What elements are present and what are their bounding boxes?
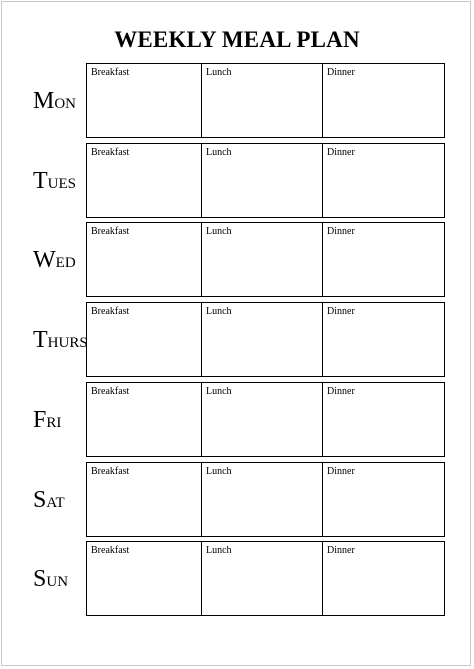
meal-label: Breakfast bbox=[91, 67, 130, 78]
meal-cell[interactable] bbox=[201, 144, 322, 217]
day-label-rest: ED bbox=[55, 255, 76, 272]
day-label-rest: RI bbox=[46, 414, 62, 431]
meal-label: Lunch bbox=[206, 465, 232, 477]
day-label-initial: T bbox=[33, 327, 48, 354]
page-title: WEEKLY MEAL PLAN bbox=[114, 27, 360, 52]
day-label-rest: HURS bbox=[47, 335, 88, 352]
day-label-initial: S bbox=[33, 486, 47, 513]
meal-label: Breakfast bbox=[91, 146, 130, 158]
day-label-rest: UN bbox=[46, 574, 69, 591]
meal-label: Lunch bbox=[206, 226, 232, 238]
meal-cell[interactable] bbox=[87, 144, 201, 217]
meal-cell[interactable] bbox=[322, 542, 444, 615]
meal-label: Breakfast bbox=[91, 465, 130, 477]
meal-box bbox=[86, 143, 445, 218]
day-row bbox=[0, 382, 474, 457]
meal-cell[interactable] bbox=[87, 383, 201, 456]
day-row bbox=[0, 143, 474, 218]
day-row bbox=[0, 63, 474, 138]
meal-label: Lunch bbox=[206, 385, 232, 397]
meal-box bbox=[86, 382, 445, 457]
day-label bbox=[33, 326, 88, 357]
meal-cell[interactable] bbox=[201, 542, 322, 615]
day-label-initial: T bbox=[33, 167, 48, 194]
meal-cell[interactable] bbox=[87, 542, 201, 615]
day-label-initial: F bbox=[33, 406, 47, 433]
meal-cell[interactable] bbox=[322, 463, 444, 536]
day-label bbox=[33, 87, 76, 118]
meal-box bbox=[86, 302, 445, 377]
meal-cell[interactable] bbox=[322, 144, 444, 217]
meal-cell[interactable] bbox=[322, 64, 444, 137]
meal-label: Lunch bbox=[206, 545, 232, 557]
meal-cell[interactable] bbox=[87, 303, 201, 376]
meal-label: Dinner bbox=[327, 306, 355, 318]
meal-cell[interactable] bbox=[201, 463, 322, 536]
day-row bbox=[0, 541, 474, 616]
meal-label: Dinner bbox=[327, 146, 355, 158]
day-label bbox=[33, 406, 61, 437]
day-row bbox=[0, 222, 474, 297]
meal-label: Dinner bbox=[327, 226, 355, 238]
day-label bbox=[33, 167, 76, 198]
day-row bbox=[0, 462, 474, 537]
meal-label: Dinner bbox=[327, 67, 355, 78]
meal-label: Lunch bbox=[206, 306, 232, 318]
day-label bbox=[33, 486, 65, 517]
meal-box bbox=[86, 462, 445, 537]
meal-box bbox=[86, 541, 445, 616]
day-label-rest: ON bbox=[54, 96, 77, 112]
meal-cell[interactable] bbox=[87, 463, 201, 536]
meal-cell[interactable] bbox=[201, 223, 322, 296]
meal-label: Breakfast bbox=[91, 226, 130, 238]
meal-cell[interactable] bbox=[322, 383, 444, 456]
meal-label: Lunch bbox=[206, 67, 232, 78]
meal-label: Dinner bbox=[327, 545, 355, 557]
meal-label: Dinner bbox=[327, 465, 355, 477]
meal-cell[interactable] bbox=[201, 303, 322, 376]
meal-cell[interactable] bbox=[322, 223, 444, 296]
meal-label: Lunch bbox=[206, 146, 232, 158]
meal-cell[interactable] bbox=[322, 303, 444, 376]
day-label-initial: S bbox=[33, 566, 47, 593]
day-row bbox=[0, 302, 474, 377]
meal-cell[interactable] bbox=[201, 383, 322, 456]
meal-label: Breakfast bbox=[91, 385, 130, 397]
meal-box bbox=[86, 63, 445, 138]
meal-cell[interactable] bbox=[87, 64, 201, 137]
day-label-rest: UES bbox=[47, 175, 77, 192]
meal-cell[interactable] bbox=[87, 223, 201, 296]
day-label-initial: W bbox=[33, 247, 56, 274]
meal-label: Dinner bbox=[327, 385, 355, 397]
day-label-initial: M bbox=[33, 88, 55, 114]
meal-box bbox=[86, 222, 445, 297]
meal-label: Breakfast bbox=[91, 545, 130, 557]
meal-cell[interactable] bbox=[201, 64, 322, 137]
day-label-rest: AT bbox=[46, 494, 65, 511]
meal-label: Breakfast bbox=[91, 306, 130, 318]
day-label bbox=[33, 565, 68, 596]
day-label bbox=[33, 246, 76, 277]
